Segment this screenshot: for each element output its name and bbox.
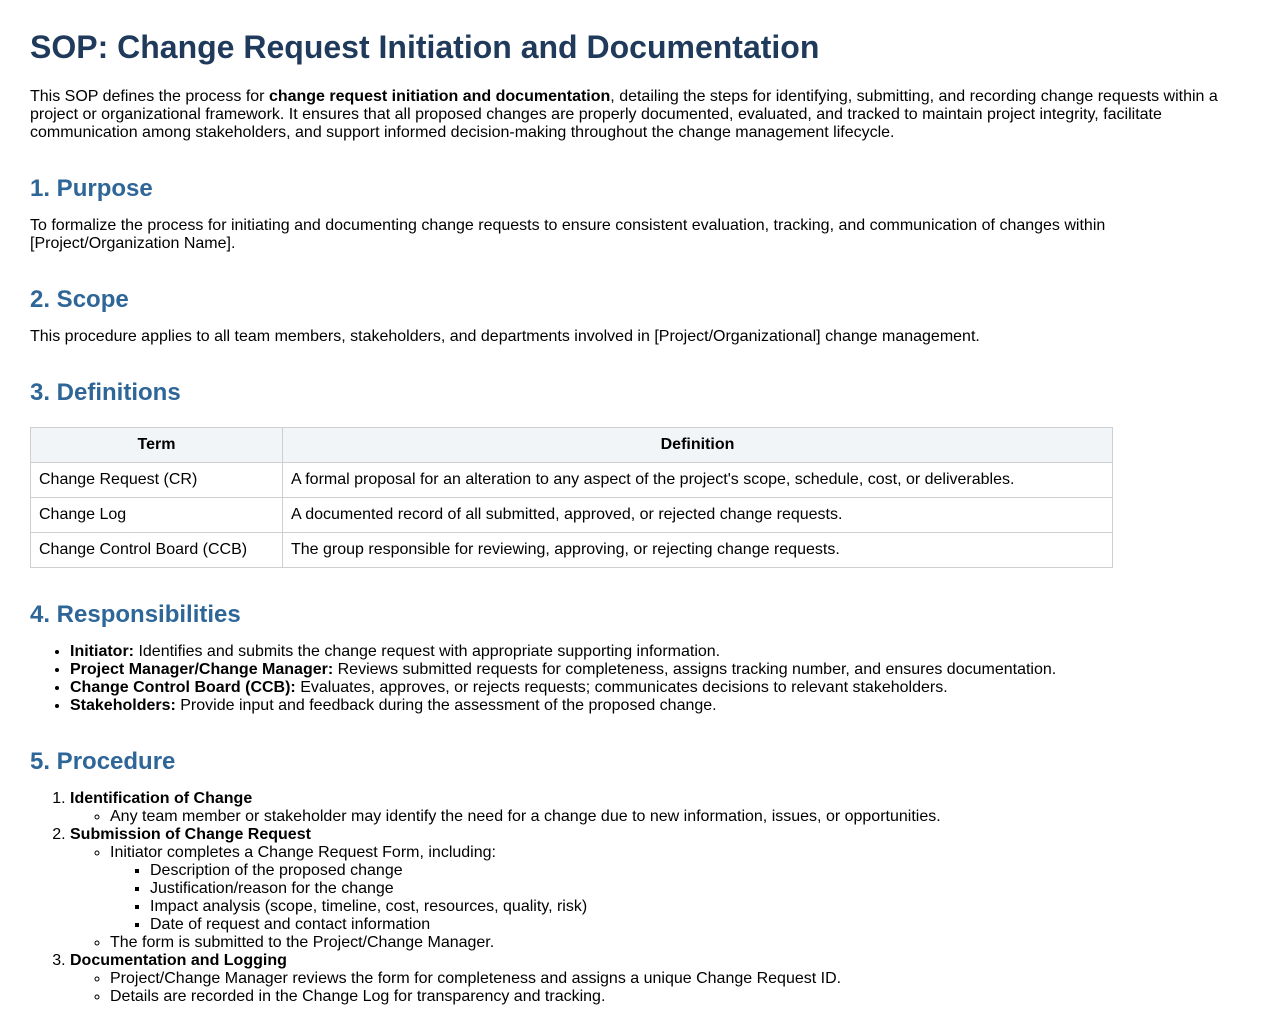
intro-text-after: , detailing the steps for identifying, submitting, and recording change requests within a project or organizational framework. It ensures that all proposed changes are properly documented, evaluated, and tracked to maintain project integrity, facilitate communication among stakeholders, and support informed decision-making throughout the change management lifecycle. <box>30 88 1218 141</box>
form-content-item: ▪ Justification/reason for the change <box>150 880 1233 898</box>
procedure-step <box>70 826 1233 952</box>
role-label: Initiator: <box>70 643 134 660</box>
intro-text-bold: change request initiation and documentation <box>268 88 611 105</box>
responsibilities-heading: 4. Responsibilities <box>30 601 241 628</box>
table-row <box>31 463 1113 498</box>
definitions-heading: 3. Definitions <box>30 379 181 406</box>
procedure-steps <box>30 790 1233 1006</box>
list-item <box>70 679 1233 697</box>
scope-heading: 2. Scope <box>30 286 129 313</box>
list-item <box>70 643 1233 661</box>
responsibilities-section <box>30 601 1233 715</box>
table-row <box>31 533 1113 568</box>
procedure-step <box>70 952 1233 1006</box>
responsibilities-list <box>30 643 1233 715</box>
definition-cell: A documented record of all submitted, approved, or rejected change requests. <box>283 498 1113 533</box>
definitions-table <box>30 427 1113 568</box>
term-cell: Change Log <box>31 498 283 533</box>
form-content-item: ▪ Impact analysis (scope, timeline, cost, resources, quality, risk) <box>150 898 1233 916</box>
role-description: Evaluates, approves, or rejects requests; communicates decisions to relevant stakeholders. <box>295 679 948 696</box>
step-bullets <box>70 808 1233 826</box>
term-cell: Change Request (CR) <box>31 463 283 498</box>
role-description: Provide input and feedback during the assessment of the proposed change. <box>175 697 717 714</box>
step-title: Submission of Change Request <box>70 826 311 843</box>
term-cell: Change Control Board (CCB) <box>31 533 283 568</box>
intro-text-before: This SOP defines the process for <box>30 88 269 105</box>
step-bullets <box>70 844 1233 952</box>
role-description: Identifies and submits the change request with appropriate supporting information. <box>134 643 721 660</box>
definition-cell: A formal proposal for an alteration to any aspect of the project's scope, schedule, cost, or deliverables. <box>283 463 1113 498</box>
step-bullets <box>70 970 1233 1006</box>
list-item <box>70 697 1233 715</box>
definitions-header-row <box>31 428 1113 463</box>
form-content-item: ▪ Description of the proposed change <box>150 862 1233 880</box>
form-contents-list <box>110 862 1233 934</box>
scope-text: This procedure applies to all team members, stakeholders, and departments involved in [Project/Organizational] change management. <box>30 328 980 345</box>
purpose-heading: 1. Purpose <box>30 175 153 202</box>
procedure-heading: 5. Procedure <box>30 748 176 775</box>
step-bullet <box>110 844 1233 934</box>
step-bullet: ◦ Any team member or stakeholder may identify the need for a change due to new information, issues, or opportunities. <box>110 808 1233 826</box>
purpose-section <box>30 175 1233 253</box>
role-label: Stakeholders: <box>70 697 176 714</box>
role-label: Project Manager/Change Manager: <box>70 661 334 678</box>
intro-paragraph <box>30 88 1233 142</box>
role-label: Change Control Board (CCB): <box>70 679 296 696</box>
definitions-section <box>30 379 1233 568</box>
step-bullet-text: Initiator completes a Change Request Form, including: <box>110 844 496 861</box>
scope-section <box>30 286 1233 346</box>
procedure-step <box>70 790 1233 826</box>
column-header-definition: Definition <box>283 428 1113 463</box>
step-title: Documentation and Logging <box>70 952 287 969</box>
role-description: Reviews submitted requests for completeness, assigns tracking number, and ensures documentation. <box>333 661 1057 678</box>
definition-cell: The group responsible for reviewing, approving, or rejecting change requests. <box>283 533 1113 568</box>
form-content-item: ▪ Date of request and contact information <box>150 916 1233 934</box>
list-item <box>70 661 1233 679</box>
column-header-term: Term <box>31 428 283 463</box>
page-title: SOP: Change Request Initiation and Documentation <box>30 29 820 65</box>
table-row <box>31 498 1113 533</box>
purpose-text: To formalize the process for initiating and documenting change requests to ensure consistent evaluation, tracking, and communication of changes within [Project/Organization Name]. <box>30 217 1106 252</box>
step-bullet: ◦ The form is submitted to the Project/Change Manager. <box>110 934 1233 952</box>
step-bullet: ◦ Project/Change Manager reviews the form for completeness and assigns a unique Change Request ID. <box>110 970 1233 988</box>
procedure-section <box>30 748 1233 1006</box>
step-title: Identification of Change <box>70 790 253 807</box>
step-bullet: ◦ Details are recorded in the Change Log for transparency and tracking. <box>110 988 1233 1006</box>
